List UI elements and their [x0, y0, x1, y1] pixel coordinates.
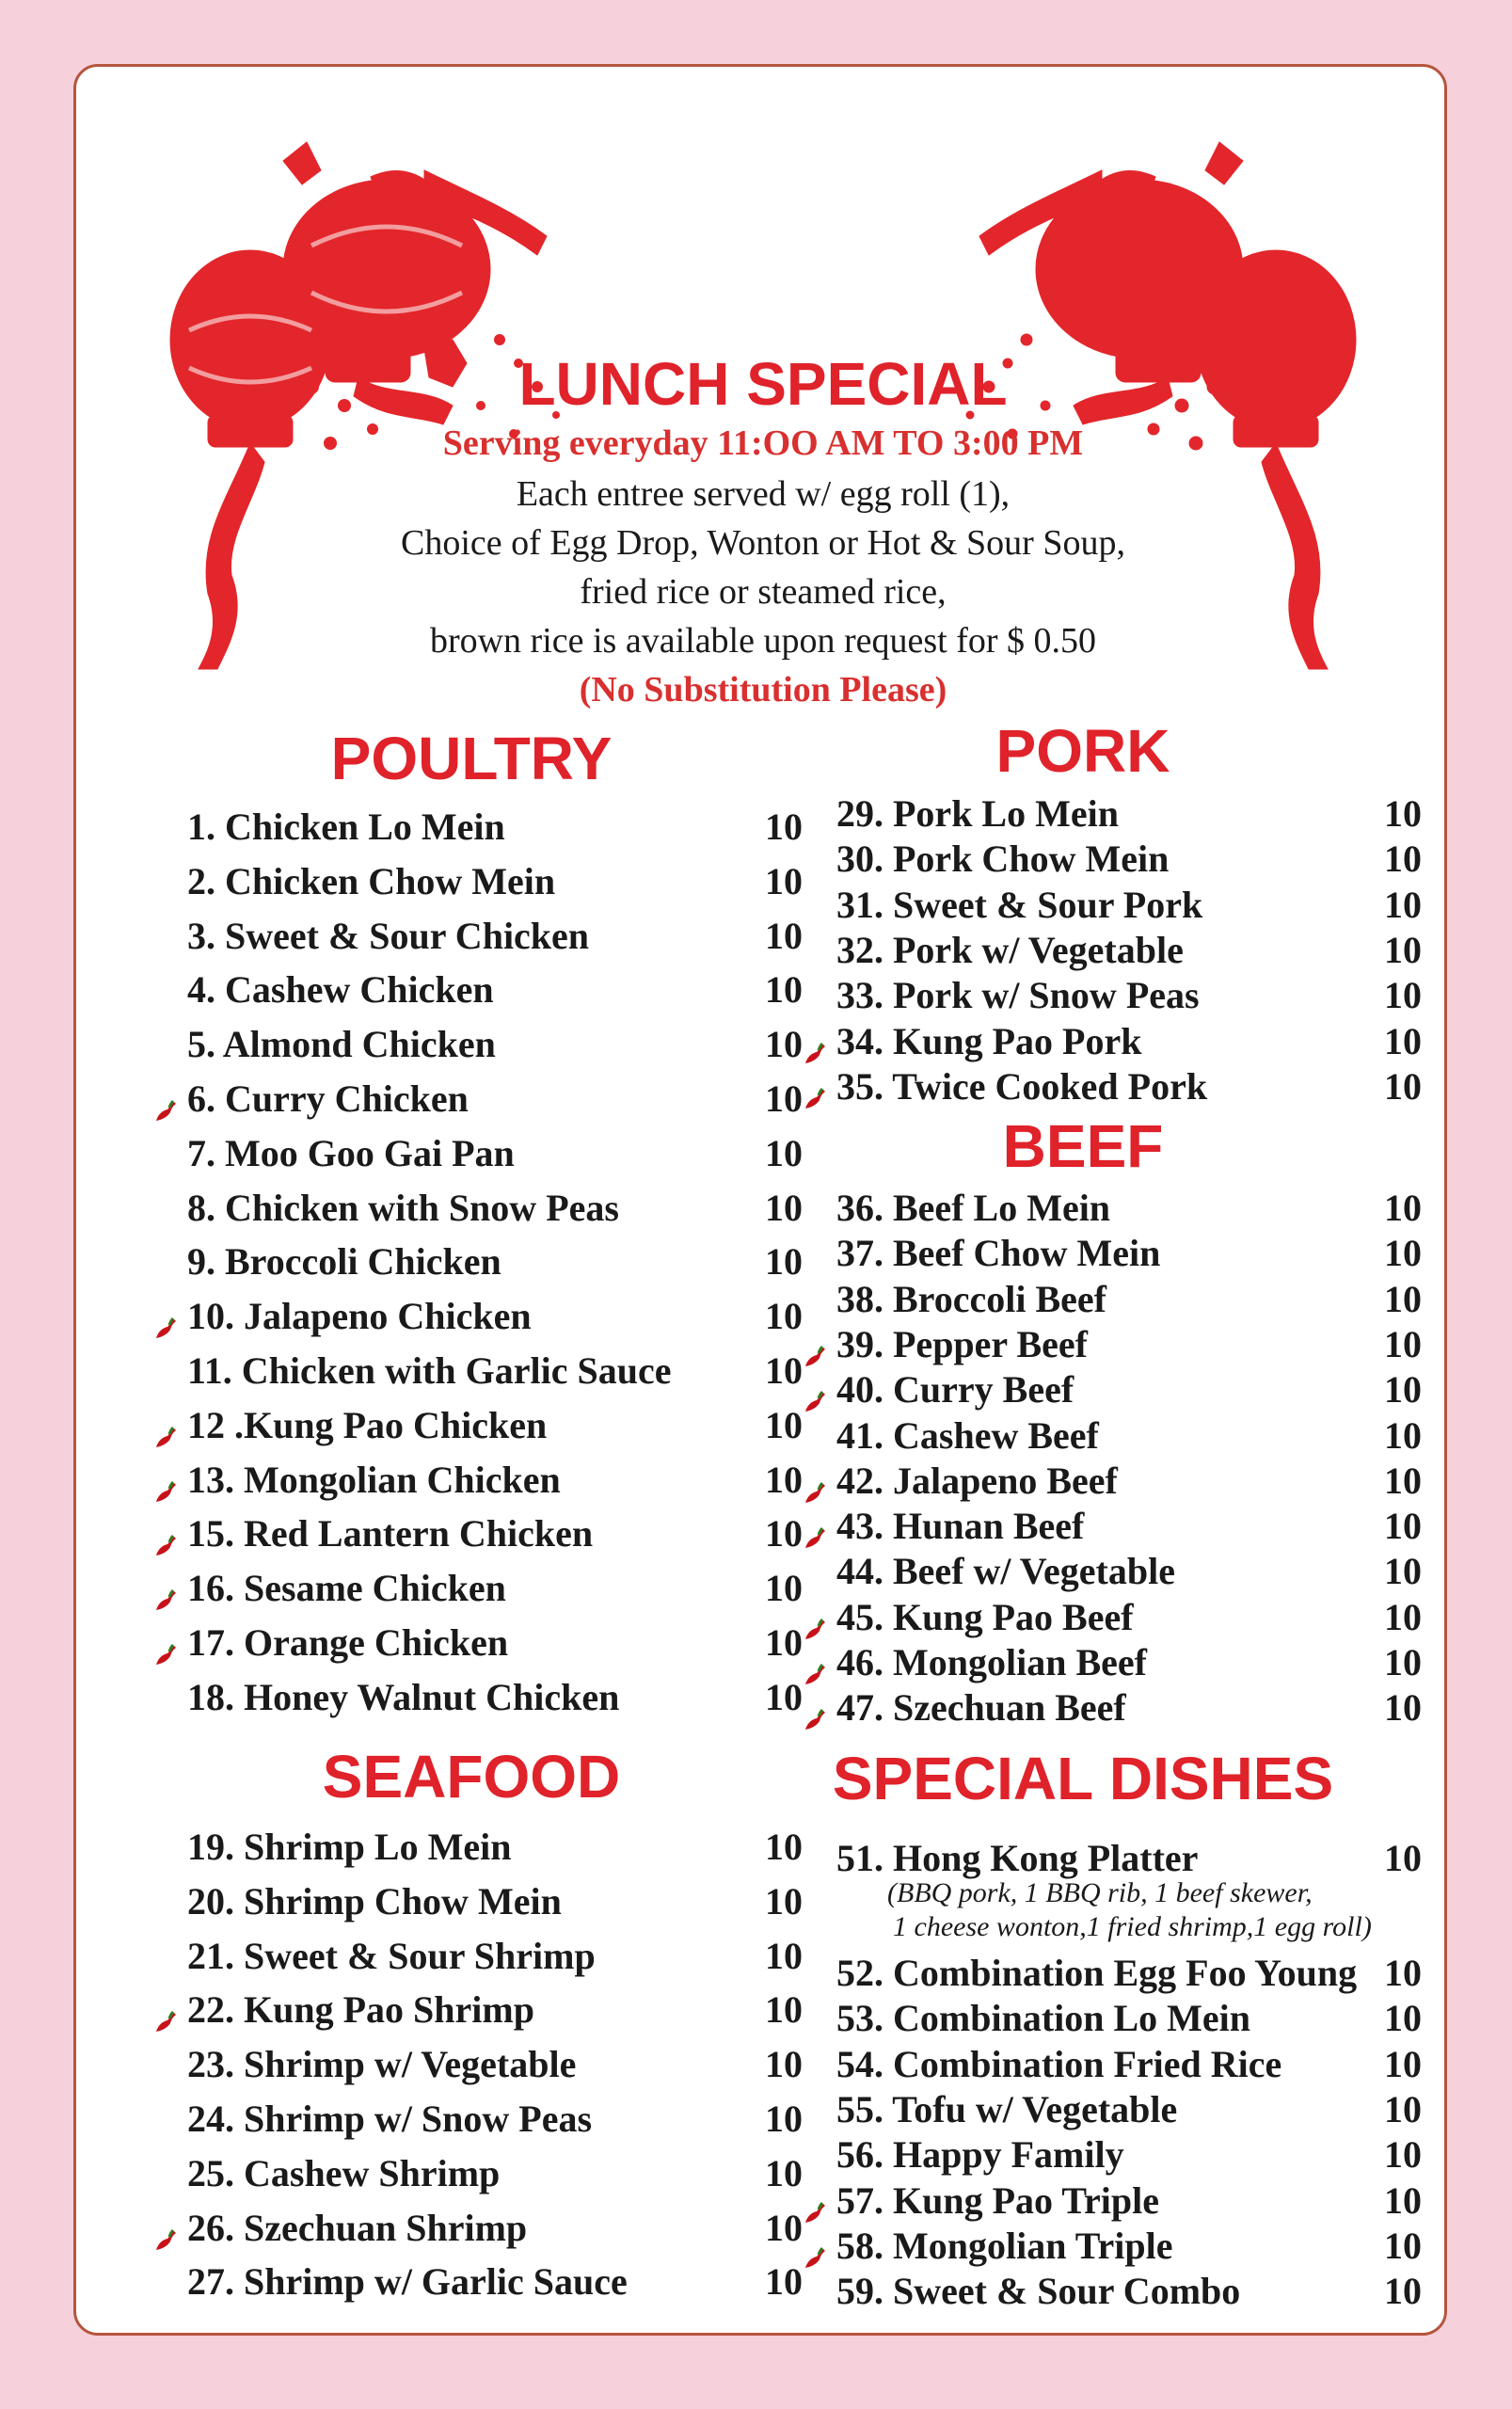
menu-item	[836, 1502, 1467, 1551]
platter-note: (BBQ pork, 1 BBQ rib, 1 beef skewer,	[887, 1877, 1313, 1908]
menu-item	[187, 1509, 803, 1558]
menu-item-name: 40. Curry Beef	[836, 1368, 1074, 1412]
menu-item	[836, 2267, 1467, 2316]
chili-pepper-icon	[153, 1468, 178, 1492]
menu-item	[187, 1184, 803, 1233]
menu-item-price: 10	[765, 1077, 803, 1120]
chili-pepper-icon	[153, 1413, 178, 1438]
menu-item-name: 36. Beef Lo Mein	[836, 1187, 1111, 1229]
menu-item	[836, 971, 1467, 1020]
menu-item-price: 10	[1384, 1232, 1422, 1275]
menu-item-price: 10	[1384, 792, 1422, 835]
menu-item-price: 10	[1384, 1187, 1422, 1229]
section-title-pork: PORK	[995, 717, 1170, 785]
menu-item-name: 20. Shrimp Chow Mein	[187, 1879, 562, 1922]
menu-item-name: 57. Kung Pao Triple	[836, 2178, 1160, 2222]
menu-item	[187, 1237, 803, 1286]
menu-item-name: 22. Kung Pao Shrimp	[187, 1988, 534, 2032]
menu-item	[187, 2095, 803, 2144]
section-title-seafood: SEAFOOD	[322, 1743, 621, 1811]
chili-pepper-icon	[803, 1029, 827, 1054]
menu-item-name: 46. Mongolian Beef	[836, 1641, 1147, 1683]
menu-item-name: 42. Jalapeno Beef	[836, 1459, 1118, 1502]
menu-item-name: 26. Szechuan Shrimp	[187, 2206, 528, 2249]
menu-item-price: 10	[765, 1403, 803, 1446]
menu-item-price: 10	[765, 1458, 803, 1501]
menu-item-price: 10	[1384, 928, 1422, 971]
menu-item-price: 10	[1384, 1322, 1422, 1365]
menu-card	[73, 64, 1447, 2336]
menu-item-price: 10	[765, 914, 803, 957]
chili-pepper-icon	[153, 1304, 178, 1329]
section-title-poultry: POULTRY	[330, 725, 613, 792]
menu-item-price: 10	[1384, 2042, 1422, 2085]
menu-item-name: 29. Pork Lo Mein	[836, 792, 1119, 835]
menu-item-price: 10	[765, 1295, 803, 1338]
info-line: fried rice or steamed rice,	[580, 572, 947, 612]
menu-item	[187, 2257, 803, 2306]
menu-item-name: 9. Broccoli Chicken	[187, 1240, 501, 1284]
menu-item	[187, 1401, 803, 1450]
menu-item	[836, 1593, 1467, 1642]
menu-item-price: 10	[1384, 1064, 1422, 1108]
menu-item	[836, 926, 1467, 975]
menu-item-name: 52. Combination Egg Foo Young	[836, 1952, 1358, 1994]
menu-item-name: 39. Pepper Beef	[836, 1322, 1088, 1365]
menu-item-price: 10	[765, 1934, 803, 1977]
chili-pepper-icon	[153, 1576, 178, 1601]
menu-item-name: 33. Pork w/ Snow Peas	[836, 974, 1200, 1017]
menu-item-price: 10	[1384, 2270, 1422, 2313]
menu-item-price: 10	[1384, 1641, 1422, 1683]
platter-note: 1 cheese wonton,1 fried shrimp,1 egg roll)	[893, 1911, 1372, 1942]
menu-item	[836, 1547, 1467, 1596]
menu-item-price: 10	[765, 1512, 803, 1555]
chili-pepper-icon	[803, 1378, 827, 1402]
menu-item-price: 10	[1384, 1413, 1422, 1457]
menu-item-name: 32. Pork w/ Vegetable	[836, 928, 1184, 971]
menu-item-name: 6. Curry Chicken	[187, 1077, 469, 1120]
menu-item-price: 10	[1384, 974, 1422, 1017]
menu-item-name: 47. Szechuan Beef	[836, 1686, 1126, 1730]
chili-pepper-icon	[803, 1469, 827, 1493]
menu-item-name: 10. Jalapeno Chicken	[187, 1295, 532, 1338]
menu-item	[836, 1062, 1467, 1111]
menu-item	[836, 1683, 1467, 1732]
menu-item-price: 10	[1384, 1686, 1422, 1730]
menu-item-name: 5. Almond Chicken	[187, 1023, 496, 1066]
info-line: Choice of Egg Drop, Wonton or Hot & Sour Soup,	[401, 523, 1125, 563]
menu-item-name: 24. Shrimp w/ Snow Peas	[187, 2098, 593, 2140]
menu-item	[187, 1075, 803, 1124]
menu-item-name: 12 .Kung Pao Chicken	[187, 1403, 548, 1446]
menu-item-price: 10	[1384, 2224, 1422, 2267]
menu-item	[187, 1932, 803, 1981]
menu-item-name: 25. Cashew Shrimp	[187, 2151, 501, 2194]
menu-item-name: 41. Cashew Beef	[836, 1413, 1099, 1457]
menu-item	[836, 1275, 1467, 1324]
menu-item-name: 35. Twice Cooked Pork	[836, 1064, 1208, 1108]
menu-item-name: 4. Cashew Chicken	[187, 968, 494, 1012]
menu-item	[836, 881, 1467, 930]
menu-item-price: 10	[1384, 2087, 1422, 2130]
menu-item-name: 3. Sweet & Sour Chicken	[187, 914, 590, 957]
menu-item-price: 10	[1384, 1019, 1422, 1062]
menu-item	[836, 835, 1467, 884]
menu-item-price: 10	[765, 2043, 803, 2086]
menu-item	[187, 1456, 803, 1505]
chili-pepper-icon	[803, 2234, 827, 2258]
chili-pepper-icon	[153, 2216, 178, 2241]
menu-item	[836, 2177, 1467, 2226]
menu-item	[187, 1673, 803, 1722]
menu-item-name: 8. Chicken with Snow Peas	[187, 1186, 619, 1229]
menu-item-name: 16. Sesame Chicken	[187, 1567, 506, 1610]
menu-item-name: 38. Broccoli Beef	[836, 1277, 1106, 1320]
menu-item-price: 10	[765, 1879, 803, 1922]
menu-item-price: 10	[1384, 1997, 1422, 2040]
menu-item-price: 10	[1384, 1837, 1422, 1879]
menu-item	[836, 1457, 1467, 1506]
menu-item-price: 10	[765, 968, 803, 1012]
menu-item	[836, 1994, 1467, 2043]
menu-item-name: 30. Pork Chow Mein	[836, 838, 1170, 881]
chili-pepper-icon	[153, 1522, 178, 1546]
menu-item-price: 10	[765, 1826, 803, 1868]
menu-item-price: 10	[765, 1988, 803, 2032]
menu-item	[187, 1020, 803, 1069]
menu-item-name: 7. Moo Goo Gai Pan	[187, 1131, 515, 1174]
menu-item-price: 10	[765, 806, 803, 848]
menu-item	[836, 1412, 1467, 1460]
menu-item-price: 10	[765, 1675, 803, 1718]
menu-item-name: 55. Tofu w/ Vegetable	[836, 2087, 1178, 2130]
menu-item-name: 54. Combination Fried Rice	[836, 2042, 1282, 2085]
menu-item-name: 18. Honey Walnut Chicken	[187, 1675, 620, 1718]
menu-item	[187, 1823, 803, 1872]
menu-item-name: 27. Shrimp w/ Garlic Sauce	[187, 2260, 628, 2304]
menu-item-name: 34. Kung Pao Pork	[836, 1019, 1142, 1062]
menu-item	[836, 1017, 1467, 1066]
menu-item-price: 10	[1384, 2133, 1422, 2177]
menu-item	[836, 1949, 1467, 1998]
menu-item-name: 59. Sweet & Sour Combo	[836, 2270, 1241, 2313]
chili-pepper-icon	[803, 1514, 827, 1539]
chili-pepper-icon	[803, 1696, 827, 1720]
menu-item-name: 13. Mongolian Chicken	[187, 1458, 561, 1501]
menu-item-name: 37. Beef Chow Mein	[836, 1232, 1161, 1275]
chili-pepper-icon	[803, 1651, 827, 1675]
info-line: brown rice is available upon request for $ 0.50	[429, 621, 1097, 661]
menu-item	[187, 1564, 803, 1613]
section-title-beef: BEEF	[1002, 1112, 1164, 1180]
menu-item-price: 10	[1384, 883, 1422, 926]
menu-item-price: 10	[1384, 1595, 1422, 1638]
menu-item-price: 10	[765, 1240, 803, 1284]
menu-item-name: 45. Kung Pao Beef	[836, 1595, 1134, 1638]
serving-hours: Serving everyday 11:OO AM TO 3:00 PM	[442, 423, 1084, 463]
chili-pepper-icon	[803, 2189, 827, 2213]
menu-item	[187, 912, 803, 961]
menu-item-price: 10	[1384, 1952, 1422, 1994]
menu-item-price: 10	[765, 2098, 803, 2140]
menu-item-price: 10	[1384, 1368, 1422, 1412]
menu-item	[187, 2204, 803, 2253]
menu-item-price: 10	[765, 2206, 803, 2249]
info-line: Each entree served w/ egg roll (1),	[516, 474, 1011, 514]
menu-item	[187, 965, 803, 1014]
menu-item-name: 17. Orange Chicken	[187, 1621, 509, 1664]
menu-item	[187, 2040, 803, 2089]
menu-item	[836, 1638, 1467, 1687]
menu-item	[836, 1229, 1467, 1278]
menu-item	[187, 857, 803, 906]
menu-item-name: 2. Chicken Chow Mein	[187, 859, 556, 902]
menu-item-name: 53. Combination Lo Mein	[836, 1997, 1251, 2040]
menu-item	[187, 2149, 803, 2198]
menu-item	[187, 803, 803, 852]
menu-item	[836, 1365, 1467, 1414]
no-substitution-note: (No Substitution Please)	[579, 670, 947, 710]
menu-item-price: 10	[765, 1621, 803, 1664]
menu-item-price: 10	[765, 1023, 803, 1066]
menu-item	[187, 1619, 803, 1667]
menu-item	[836, 1834, 1467, 1883]
menu-item-price: 10	[1384, 1459, 1422, 1502]
chili-pepper-icon	[803, 1605, 827, 1630]
chili-pepper-icon	[803, 1332, 827, 1357]
section-title-special-dishes: SPECIAL DISHES	[832, 1745, 1334, 1812]
menu-item-name: 31. Sweet & Sour Pork	[836, 883, 1203, 926]
menu-item	[187, 1877, 803, 1926]
chili-pepper-icon	[153, 1087, 178, 1111]
menu-item-price: 10	[765, 2260, 803, 2304]
menu-item	[187, 1986, 803, 2034]
menu-item-price: 10	[1384, 1277, 1422, 1320]
menu-item	[187, 1129, 803, 1178]
menu-item-name: 58. Mongolian Triple	[836, 2224, 1173, 2267]
menu-item-price: 10	[765, 1349, 803, 1392]
menu-item	[187, 1292, 803, 1341]
page-title: LUNCH SPECIAL	[518, 350, 1008, 418]
menu-item-name: 51. Hong Kong Platter	[836, 1837, 1199, 1879]
menu-item-price: 10	[765, 1186, 803, 1229]
menu-item-price: 10	[765, 859, 803, 902]
menu-item	[836, 2085, 1467, 2134]
chili-pepper-icon	[153, 1631, 178, 1655]
menu-item-price: 10	[1384, 1550, 1422, 1593]
menu-item	[836, 2040, 1467, 2089]
menu-item	[836, 1320, 1467, 1369]
menu-item	[187, 1347, 803, 1396]
menu-item	[836, 2130, 1467, 2179]
menu-item-name: 11. Chicken with Garlic Sauce	[187, 1349, 672, 1392]
menu-item-name: 23. Shrimp w/ Vegetable	[187, 2043, 577, 2086]
menu-item-price: 10	[765, 2151, 803, 2194]
menu-item-name: 43. Hunan Beef	[836, 1505, 1085, 1548]
menu-item-price: 10	[765, 1567, 803, 1610]
menu-item-name: 56. Happy Family	[836, 2133, 1124, 2177]
menu-item	[836, 790, 1467, 838]
menu-item-name: 15. Red Lantern Chicken	[187, 1512, 594, 1555]
menu-item-name: 21. Sweet & Sour Shrimp	[187, 1934, 596, 1977]
menu-item-name: 44. Beef w/ Vegetable	[836, 1550, 1175, 1593]
menu-item-price: 10	[765, 1131, 803, 1174]
menu-item-name: 1. Chicken Lo Mein	[187, 806, 505, 848]
chili-pepper-icon	[153, 1998, 178, 2022]
menu-item	[836, 2222, 1467, 2271]
chili-pepper-icon	[803, 1075, 827, 1099]
menu-item-price: 10	[1384, 1505, 1422, 1548]
menu-item-name: 19. Shrimp Lo Mein	[187, 1826, 512, 1868]
menu-item-price: 10	[1384, 2178, 1422, 2222]
menu-item-price: 10	[1384, 838, 1422, 881]
menu-item	[836, 1184, 1467, 1233]
